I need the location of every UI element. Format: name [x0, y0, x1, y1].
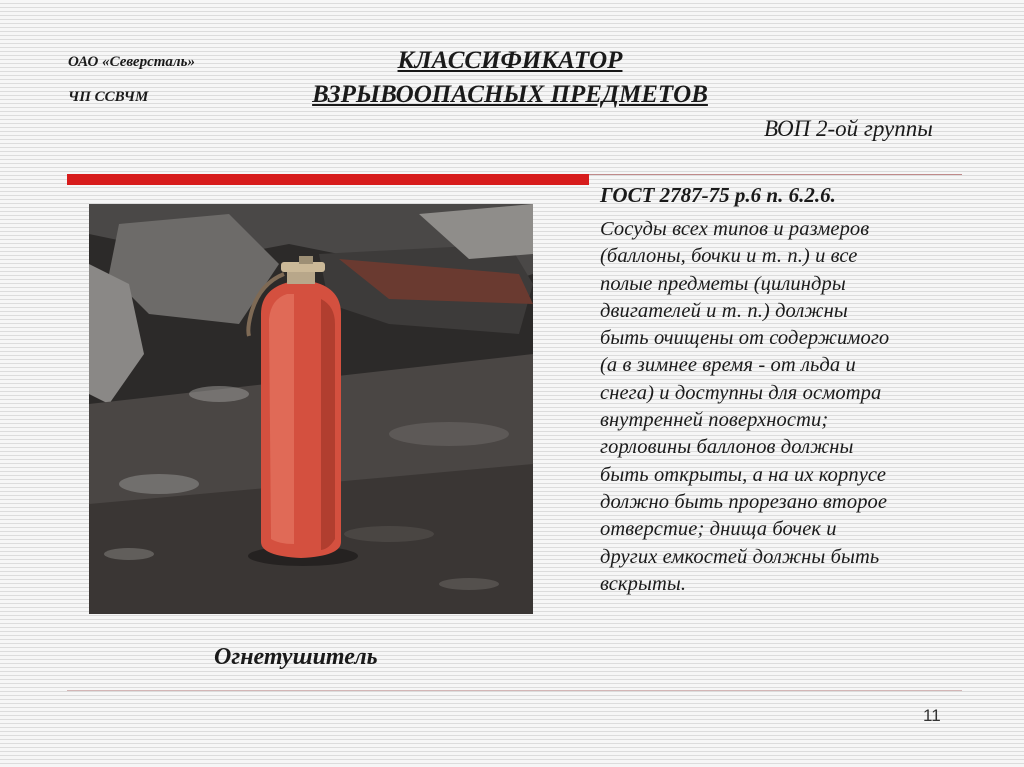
- department-name: ЧП ССВЧМ: [68, 89, 149, 105]
- thin-divider-line: [589, 174, 962, 175]
- regulation-text: [600, 216, 975, 598]
- fire-extinguisher-photo: [89, 204, 533, 614]
- footer-divider-line: [67, 690, 962, 691]
- title-line-2: ВЗРЫВООПАСНЫХ ПРЕДМЕТОВ: [312, 81, 708, 108]
- slide-title: [250, 44, 770, 112]
- page-number: 11: [923, 706, 941, 725]
- text-line: вскрыты.: [600, 572, 687, 595]
- text-line: внутренней поверхности;: [600, 409, 829, 432]
- text-line: других емкостей должны быть: [600, 545, 880, 568]
- text-line: двигателей и т. п.) должны: [600, 299, 848, 322]
- title-line-1: КЛАССИФИКАТОР: [397, 47, 623, 74]
- text-line: Сосуды всех типов и размеров: [600, 218, 870, 240]
- red-divider-bar: [67, 174, 589, 185]
- text-line: быть очищены от содержимого: [600, 327, 890, 350]
- text-line: снега) и доступны для осмотра: [600, 381, 882, 404]
- organization-name: ОАО «Северсталь»: [68, 54, 195, 70]
- image-caption: Огнетушитель: [214, 644, 378, 670]
- text-line: быть открыты, а на их корпусе: [600, 463, 887, 486]
- text-line: горловины баллонов должны: [600, 436, 854, 459]
- text-line: (баллоны, бочки и т. п.) и все: [600, 245, 858, 268]
- text-line: отверстие; днища бочек и: [600, 518, 837, 541]
- text-line: должно быть прорезано второе: [600, 490, 888, 513]
- group-label: ВОП 2-ой группы: [764, 116, 933, 141]
- text-line: полые предметы (цилиндры: [600, 272, 846, 295]
- gost-reference: ГОСТ 2787-75 р.6 п. 6.2.6.: [600, 183, 836, 207]
- text-line: (а в зимнее время - от льда и: [600, 354, 856, 377]
